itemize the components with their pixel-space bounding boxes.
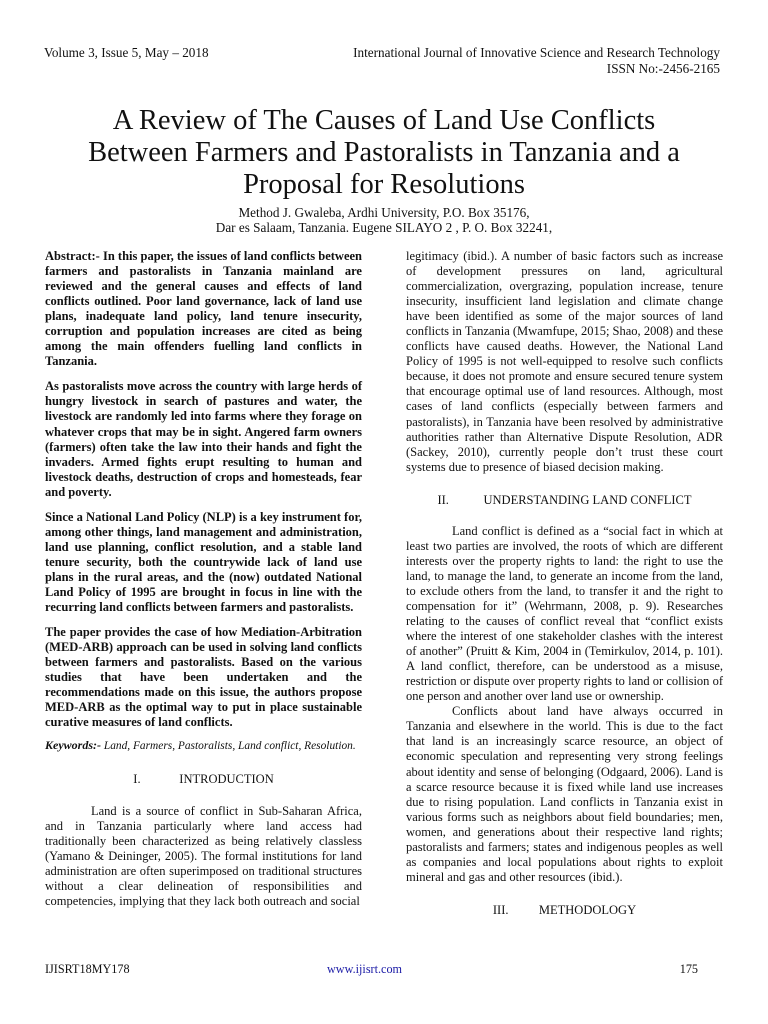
- footer-paper-id: IJISRT18MY178: [45, 962, 130, 976]
- section-heading-introduction: [45, 772, 362, 787]
- introduction-paragraph: Land is a source of conflict in Sub-Saharan Africa, and in Tanzania particularly where land access had traditionally been characterized as being relatively classless (Yamano & Deininger, 2005). The formal institutions for land administration are often superimposed on traditional structures without a clear delineation of responsibilities and competencies, implying that they lack both outreach and social: [45, 803, 362, 908]
- section-title: METHODOLOGY: [538, 902, 637, 917]
- abstract-paragraph-1: Abstract:- In this paper, the issues of land conflicts between farmers and pastoralists in Tanzania mainland are reviewed and the general causes and effects of land conflicts outlined. Poor land governance, lack of land use plans, inadequate land policy, land tenure insecurity, corruption and population increases are cited as being among the main offenders fuelling land conflicts in Tanzania.: [45, 249, 362, 369]
- footer-url-link[interactable]: www.ijisrt.com: [327, 962, 403, 976]
- abstract-paragraph-4: The paper provides the case of how Mediation-Arbitration (MED-ARB) approach can be used in solving land conflicts between farmers and pastoralists. Based on the various studies that have been undertaken and the recommendations made on this issue, the authors propose MED-ARB as the optimal way to put in place sustainable curative measures of land conflicts.: [45, 625, 362, 730]
- right-column: [406, 249, 723, 934]
- introduction-paragraph-continued: legitimacy (ibid.). A number of basic factors such as increase of development pressures on land, agricultural commercialization, overgrazing, population increase, tenure insecurity, insufficient land legislation and climate change have been identified as some of the major sources of land conflicts in Tanzania (Mwamfupe, 2015; Shao, 2008) and these conflicts have caused deaths. However, the National Land Policy of 1995 is not well-equipped to resolve such conflicts because, it does not promote and ensure secured tenure system that encourage optimal use of land resources. Although, most cases of land conflicts (especially between farmers and pastoralists), in Tanzania have been resolved by administrative authorities rather than Alternative Dispute Resolution, ADR (Sackey, 2010), currently people don’t trust these court systems due to presence of biased decision making.: [406, 249, 723, 474]
- keywords-label: Keywords:-: [45, 738, 101, 753]
- abstract-paragraph-2: As pastoralists move across the country with large herds of hungry livestock in search of pastures and water, the livestock are randomly led into farms where they forage on whatever crops that may be in sight. Angered farm owners (farmers) often take the law into their hands and fight the invaders. Armed fights erupt resulting to human and livestock deaths, destruction of crops and homesteads, fear and poverty.: [45, 379, 362, 499]
- section-number: I.: [133, 772, 141, 787]
- left-column: [45, 249, 362, 909]
- understanding-paragraph-1: Land conflict is defined as a “social fact in which at least two parties are involved, the roots of which are different interests over the property rights to land: the right to use the land, to manage the land, to generate an income from the land, to exclude others from the land, to transfer it and the right to compensation for it” (Wehrmann, 2008, p. 9). Researches relating to the causes of conflict reveal that “conflict exists where the interest of one stakeholder clashes with the interest of another” (Pruitt & Kim, 2004 in (Temirkulov, 2014, p. 101). A land conflict, therefore, can be understood as a misuse, restriction or dispute over property rights to land or collision of one person and another over land use or ownership.: [406, 523, 723, 704]
- section-number: III.: [492, 902, 509, 917]
- section-heading-understanding: [406, 493, 723, 508]
- section-number: II.: [437, 492, 449, 507]
- author-line-1: Method J. Gwaleba, Ardhi University, P.O. Box 35176,: [238, 205, 530, 220]
- author-block: [100, 205, 668, 235]
- header-volume: Volume 3, Issue 5, May – 2018: [44, 45, 209, 60]
- abstract-paragraph-3: Since a National Land Policy (NLP) is a key instrument for, among other things, land management and administration, land use planning, conflict resolution, and a stable land tenure security, both the countrywide lack of land use plans in the rural areas, and the (now) outdated National Land Policy of 1995 are brought in focus in line with the recurring land conflicts between farmers and pastoralists.: [45, 509, 362, 615]
- section-title: UNDERSTANDING LAND CONFLICT: [483, 492, 692, 507]
- section-title: INTRODUCTION: [179, 772, 274, 787]
- section-heading-methodology: [406, 903, 723, 918]
- paper-title: A Review of The Causes of Land Use Conflicts Between Farmers and Pastoralists in Tanzania and a Proposal for Resolutions: [88, 105, 680, 201]
- footer-page-number: 175: [679, 962, 698, 976]
- header-journal-block: [353, 45, 720, 77]
- header-issn: ISSN No:-2456-2165: [606, 61, 720, 76]
- keywords: [45, 738, 362, 754]
- author-line-2: Dar es Salaam, Tanzania. Eugene SILAYO 2 , P. O. Box 32241,: [215, 220, 553, 235]
- understanding-paragraph-2: Conflicts about land have always occurred in Tanzania and elsewhere in the world. This is due to the fact that land is an increasingly scarce resource, an object of economic speculation and representing very strong feelings about identity and sense of belonging (Odgaard, 2006). Land is a scarce resource because it is fixed while land use increases due to rising population. Land conflicts in Tanzania exist in various forms such as neighbors about field boundaries; men, women, and generations about their respective land rights; pastoralists and farmers; states and indigenous peoples as well as companies and local populations about rights to exploit mineral and gas and other resources (ibid.).: [406, 704, 723, 884]
- keywords-text: Land, Farmers, Pastoralists, Land conflict, Resolution.: [103, 740, 356, 753]
- header-journal: International Journal of Innovative Science and Research Technology: [353, 45, 720, 60]
